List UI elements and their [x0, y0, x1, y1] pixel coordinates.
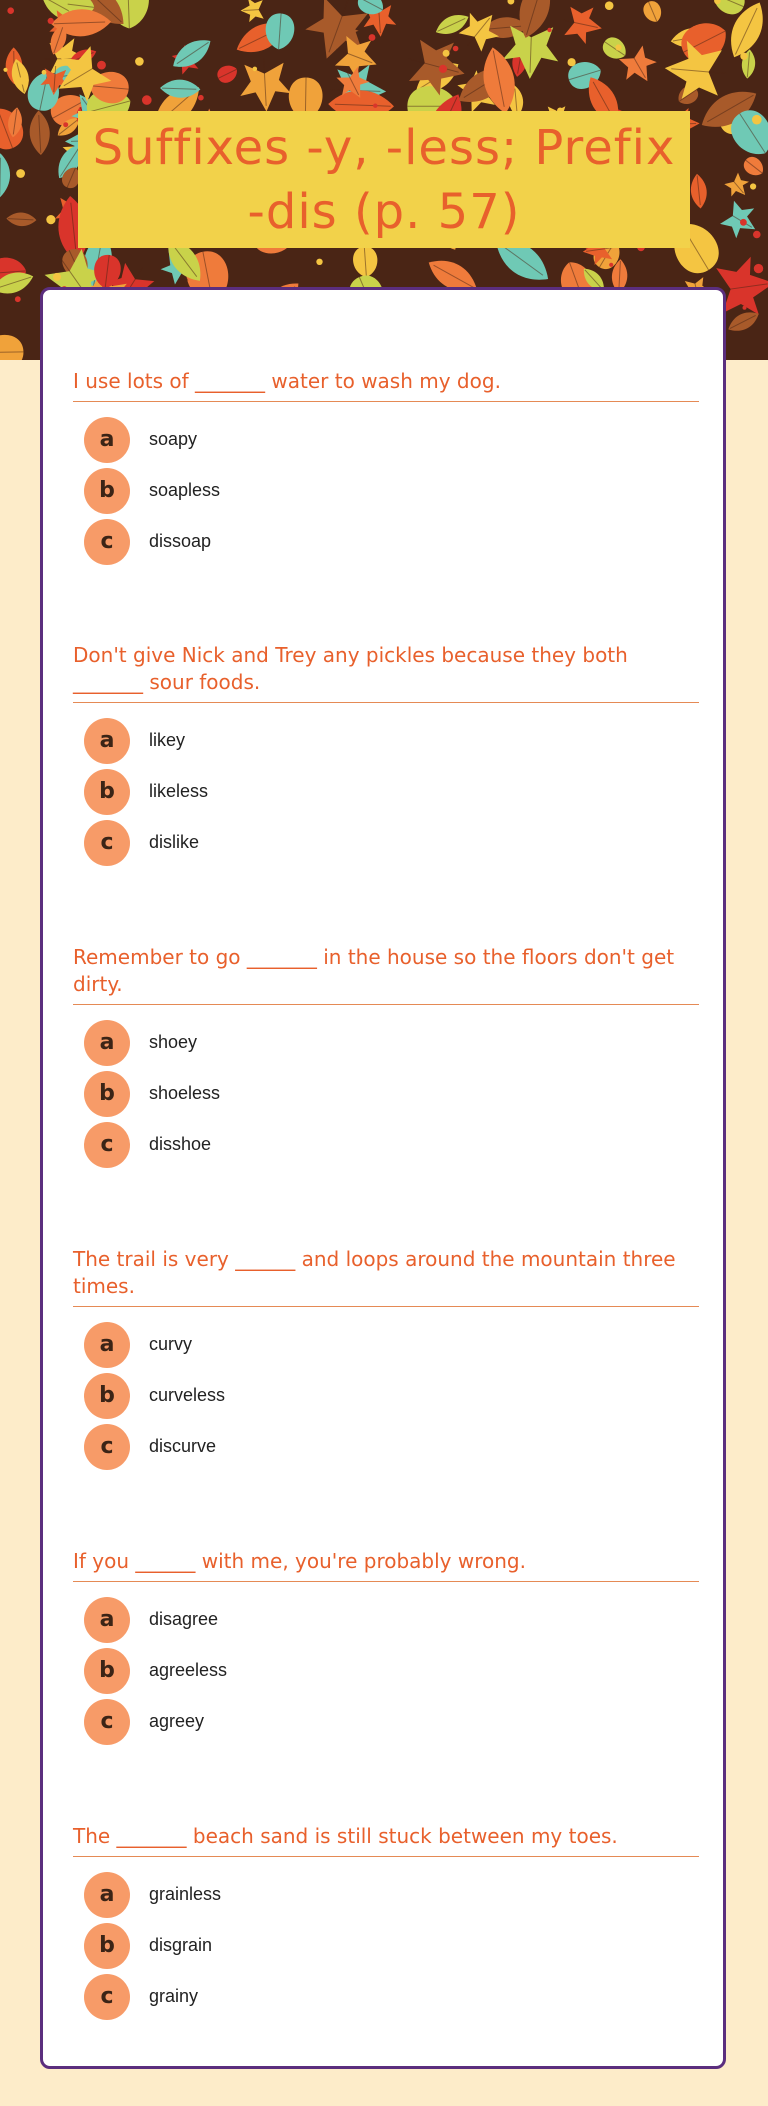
answer-options — [73, 1017, 699, 1170]
leaf-shape — [0, 334, 24, 360]
berry-dot — [316, 259, 322, 265]
berry-dot — [3, 68, 7, 72]
letter-badge: b — [84, 769, 130, 815]
answer-options — [73, 414, 699, 567]
berry-dot — [615, 44, 621, 50]
answer-text: disshoe — [149, 1134, 212, 1154]
answer-option-a[interactable] — [73, 715, 699, 766]
berry-dot — [609, 263, 613, 267]
berry-dot — [750, 183, 756, 189]
berry-dot — [453, 46, 459, 52]
letter-badge: a — [84, 1597, 130, 1643]
letter-badge: a — [84, 1872, 130, 1918]
answer-text: agreeless — [149, 1660, 228, 1680]
question-text: If you ______ with me, you're probably wrong. — [73, 1548, 699, 1582]
question-text: Don't give Nick and Trey any pickles because they both _______ sour foods. — [73, 642, 699, 703]
berry-dot — [443, 50, 450, 57]
question-text: Remember to go _______ in the house so the floors don't get dirty. — [73, 944, 699, 1005]
answer-text: curveless — [149, 1385, 226, 1405]
berry-dot — [547, 28, 551, 32]
answer-option-b[interactable] — [73, 465, 699, 516]
letter-badge: c — [84, 820, 130, 866]
answer-option-a[interactable] — [73, 1319, 699, 1370]
question-2 — [73, 642, 699, 868]
letter-badge: b — [84, 1373, 130, 1419]
answer-text: agreey — [149, 1711, 205, 1731]
berry-dot — [19, 76, 28, 85]
letter-badge: a — [84, 1322, 130, 1368]
letter-badge: a — [84, 417, 130, 463]
answer-text: grainless — [149, 1884, 222, 1904]
answer-text: shoeless — [149, 1083, 221, 1103]
question-text: The trail is very ______ and loops around the mountain three times. — [73, 1246, 699, 1307]
berry-dot — [743, 306, 747, 310]
letter-badge: c — [84, 1122, 130, 1168]
answer-option-c[interactable] — [73, 1119, 699, 1170]
answer-text: soapy — [149, 429, 198, 449]
answer-text: disagree — [149, 1609, 219, 1629]
berry-dot — [754, 264, 763, 273]
answer-text: shoey — [149, 1032, 198, 1052]
berry-dot — [740, 53, 747, 60]
quiz-card — [40, 287, 726, 2069]
question-6 — [73, 1823, 699, 2022]
answer-option-a[interactable] — [73, 1594, 699, 1645]
berry-dot — [198, 95, 204, 101]
letter-badge: c — [84, 519, 130, 565]
letter-badge: c — [84, 1424, 130, 1470]
answer-option-b[interactable] — [73, 1068, 699, 1119]
answer-options — [73, 1869, 699, 2022]
berry-dot — [86, 77, 91, 82]
leaf-shape — [240, 0, 264, 23]
answer-text: likeless — [149, 781, 209, 801]
berry-dot — [439, 65, 447, 73]
leaf-shape — [0, 153, 10, 198]
answer-text: soapless — [149, 480, 221, 500]
answer-text: grainy — [149, 1986, 199, 2006]
berry-dot — [253, 67, 258, 72]
answer-option-c[interactable] — [73, 817, 699, 868]
letter-badge: c — [84, 1699, 130, 1745]
question-4 — [73, 1246, 699, 1472]
letter-badge: b — [84, 1071, 130, 1117]
answer-option-c[interactable] — [73, 1971, 699, 2022]
answer-options — [73, 1594, 699, 1747]
answer-option-b[interactable] — [73, 1370, 699, 1421]
answer-option-b[interactable] — [73, 1920, 699, 1971]
question-text: I use lots of _______ water to wash my dog. — [73, 368, 699, 402]
berry-dot — [142, 95, 152, 105]
letter-badge: b — [84, 1923, 130, 1969]
berry-dot — [7, 7, 14, 14]
berry-dot — [740, 219, 747, 226]
answer-option-c[interactable] — [73, 516, 699, 567]
letter-badge: b — [84, 468, 130, 514]
question-3 — [73, 944, 699, 1170]
letter-badge: a — [84, 718, 130, 764]
berry-dot — [508, 0, 515, 5]
title-box — [78, 111, 690, 248]
berry-dot — [568, 58, 576, 66]
answer-option-b[interactable] — [73, 766, 699, 817]
berry-dot — [605, 1, 614, 10]
answer-option-a[interactable] — [73, 414, 699, 465]
answer-text: disgrain — [149, 1935, 213, 1955]
berry-dot — [53, 273, 61, 281]
answer-options — [73, 1319, 699, 1472]
question-text: The _______ beach sand is still stuck between my toes. — [73, 1823, 699, 1857]
berry-dot — [753, 231, 761, 239]
berry-dot — [373, 104, 377, 108]
answer-text: dislike — [149, 832, 200, 852]
answer-text: curvy — [149, 1334, 193, 1354]
berry-dot — [135, 57, 144, 66]
answer-option-a[interactable] — [73, 1017, 699, 1068]
letter-badge: b — [84, 1648, 130, 1694]
answer-text: discurve — [149, 1436, 217, 1456]
page-title: Suffixes -y, -less; Prefix -dis (p. 57) — [92, 119, 676, 240]
question-1 — [73, 368, 699, 567]
berry-dot — [752, 115, 762, 125]
berry-dot — [15, 296, 21, 302]
berry-dot — [63, 122, 68, 127]
berry-dot — [46, 215, 55, 224]
letter-badge: c — [84, 1974, 130, 2020]
answer-option-b[interactable] — [73, 1645, 699, 1696]
question-5 — [73, 1548, 699, 1747]
answer-text: dissoap — [149, 531, 212, 551]
berry-dot — [97, 61, 106, 70]
berry-dot — [42, 70, 47, 75]
answer-text: likey — [149, 730, 186, 750]
berry-dot — [48, 18, 54, 24]
berry-dot — [16, 169, 25, 178]
answer-option-c[interactable] — [73, 1696, 699, 1747]
letter-badge: a — [84, 1020, 130, 1066]
answer-option-a[interactable] — [73, 1869, 699, 1920]
berry-dot — [369, 34, 376, 41]
answer-options — [73, 715, 699, 868]
answer-option-c[interactable] — [73, 1421, 699, 1472]
